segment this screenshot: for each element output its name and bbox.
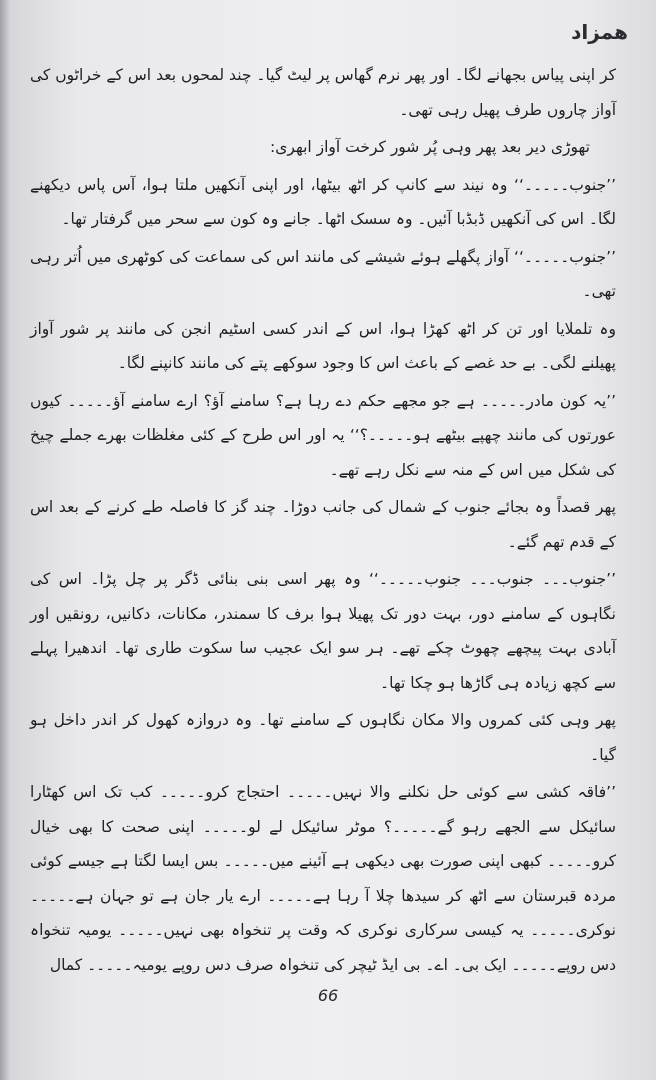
paragraph: پھر قصداً وہ بجائے جنوب کے شمال کی جانب دوڑا۔ چند گز کا فاصلہ طے کرنے کے بعد اس کے قدم تھم گئے۔	[30, 498, 616, 551]
running-head: ھمزاد	[571, 20, 628, 44]
paragraph: وہ تلملایا اور تن کر اٹھ کھڑا ہوا، اس کے اندر کسی اسٹیم انجن کی مانند پر شور آواز پھیلنے لگی۔ بے حد غصے کے باعث اس کا وجود سوکھے پتے کی مانند کانپنے لگا۔	[30, 319, 616, 372]
paragraph: کر اپنی پیاس بجھانے لگا۔ اور پھر نرم گھاس پر لیٹ گیا۔ چند لمحوں بعد اس کے خراٹوں کی آواز چاروں طرف پھیل رہی تھی۔	[30, 66, 616, 119]
paragraph: ’’یہ کون مادر۔۔۔۔۔ ہے جو مجھے حکم دے رہا ہے؟ سامنے آؤ؟ ارے سامنے آؤ۔۔۔۔۔ کیوں عورتوں کی مانند چھپے بیٹھے ہو۔۔۔۔۔؟‘‘ یہ اور اس طرح کے کئی مغلظات بھرے جملے چیخ کی شکل میں اس کے منہ سے نکل رہے تھے۔	[30, 391, 616, 479]
paragraph: ’’جنوب۔۔۔ جنوب۔۔۔ جنوب۔۔۔۔۔‘‘ وہ پھر اسی بنی بنائی ڈگر پر چل پڑا۔ اس کی نگاہوں کے سامنے دور، بہت دور تک پھیلا ہوا برف کا سمندر، مکانات، دکانیں، رونقیں اور آبادی بہت پیچھے چھوٹ چکے تھے۔ ہر سو ایک عجیب سا سکوت طاری تھا۔ اندھیرا پہلے سے کچھ زیادہ ہی گاڑھا ہو چکا تھا۔	[30, 570, 616, 692]
page-number: 66	[317, 986, 339, 1005]
paragraph: ’’جنوب۔۔۔۔۔‘‘ وہ نیند سے کانپ کر اٹھ بیٹھا، اور اپنی آنکھیں ملتا ہوا، آس پاس دیکھنے لگا۔ اس کی آنکھیں ڈبڈبا آئیں۔ وہ سسک اٹھا۔ جانے وہ کون سے سحر میں گرفتار تھا۔	[30, 175, 616, 228]
paragraph: ’’فاقہ کشی سے کوئی حل نکلنے والا نہیں۔۔۔۔۔ احتجاج کرو۔۔۔۔۔ کب تک اس کھٹارا سائیکل سے الجھے رہو گے۔۔۔۔۔؟ موٹر سائیکل لے لو۔۔۔۔۔ اپنی صحت کا بھی خیال کرو۔۔۔۔۔ کبھی اپنی صورت بھی دیکھی ہے آئینے میں۔۔۔۔۔ بس ایسا لگتا ہے جیسے کوئی مردہ قبرستان سے اٹھ کر سیدھا چلا آ رہا ہے۔۔۔۔۔ ارے یار جان ہے تو جہان ہے۔۔۔۔۔ نوکری۔۔۔۔۔ یہ کیسی سرکاری نوکری کہ وقت پر تنخواہ بھی نہیں۔۔۔۔۔ یومیہ تنخواہ دس روپے۔۔۔۔۔ ایک بی۔ اے۔ بی ایڈ ٹیچر کی تنخواہ صرف دس روپے یومیہ۔۔۔۔۔ کمال	[30, 783, 616, 974]
paragraph: تھوڑی دیر بعد پھر وہی پُر شور کرخت آواز ابھری:	[270, 138, 590, 156]
body-text	[30, 58, 616, 985]
spine-shadow	[0, 0, 10, 1080]
paragraph: پھر وہی کئی کمروں والا مکان نگاہوں کے سامنے تھا۔ وہ دروازہ کھول کر اندر داخل ہو گیا۔	[30, 711, 616, 764]
paragraph: ’’جنوب۔۔۔۔۔‘‘ آواز پگھلے ہوئے شیشے کی مانند اس کی سماعت کی کوٹھری میں اُتر رہی تھی۔	[30, 247, 616, 300]
